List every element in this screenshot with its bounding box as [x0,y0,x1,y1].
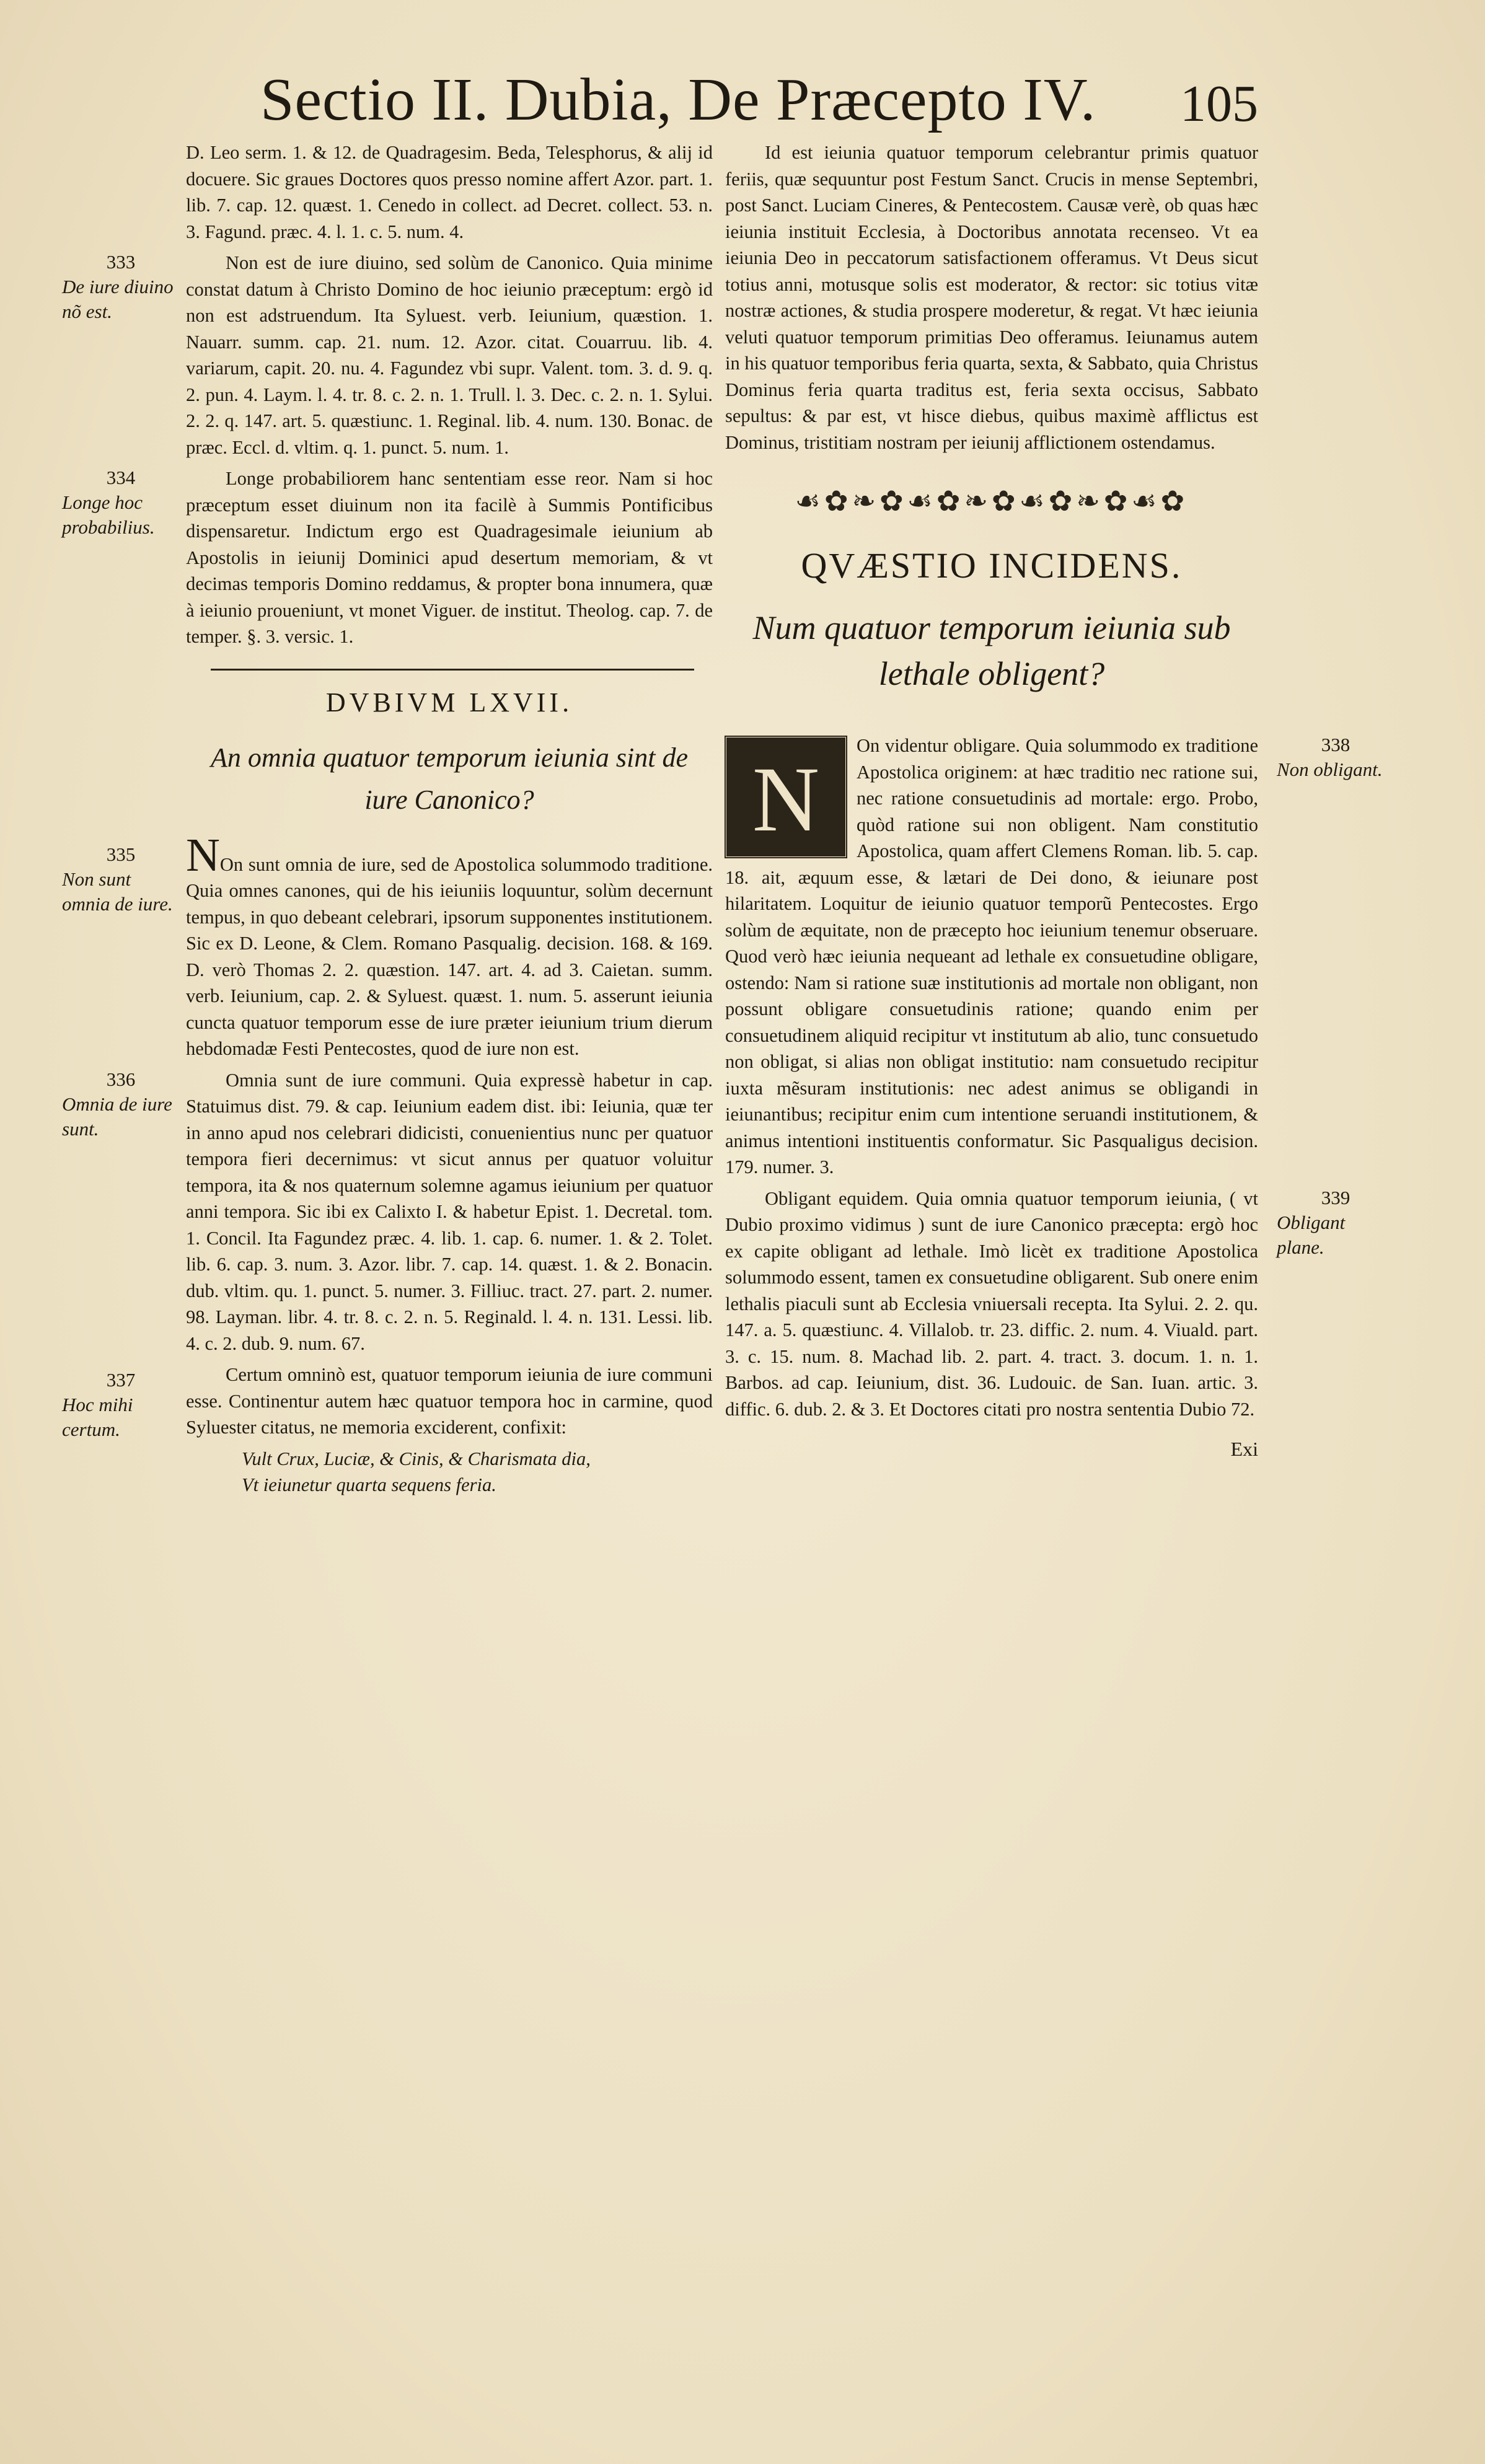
paragraph [186,829,713,1062]
paragraph-block-337 [62,1362,713,1441]
marginal-note [62,1067,180,1142]
page-number: 105 [1180,75,1258,133]
question-heading: QVÆSTIO INCIDENS. [801,545,1183,586]
paragraph-block-339 [725,1186,1351,1460]
paragraph: Omnia sunt de iure communi. Quia expressè habetur in cap. Statuimus dist. 79. & cap. Ieiunium eadem dist. ibi: Ieiunia, quæ ter in anno apud nos celebrari didicisti, conuenientius nunc per quatuor tempora fieri decernimus: vt sicut annus per quatuor voluitur tempora, ita & nos quaternum solemne agamus ieiunium per quatuor anni tempora. Sic ibi ex Calixto I. & habetur Epist. 1. Decretal. tom. 1. Concil. Ita Fagundez præc. 4. lib. 1. cap. 6. numer. 1. & 2. Tolet. lib. 6. cap. 3. num. 3. Azor. libr. 7. cap. 14. quæst. 1. & 2. Bonacin. dub. vltim. qu. 1. punct. 5. numer. 3. Filliuc. tract. 27. part. 2. numer. 98. Layman. libr. 4. tr. 8. c. 2. n. 5. Reginald. l. 4. n. 131. Lessi. lib. 4. c. 2. dub. 9. num. 67. [186,1069,713,1354]
marginal-label: De iure diuino nõ est. [62,276,174,322]
decorated-initial: N [724,735,848,859]
paragraph: Obligant equidem. Quia omnia quatuor temporum ieiunia, ( vt Dubio proximo vidimus ) sunt de iure Canonico præcepta: ergò hoc ex capite obligant ad lethale. Imò licèt ex traditione Apostolica solummodo essent, tamen ex consuetudine obligarent. Sub onere enim lethalis piaculi sunt ab Ecclesia vniuersali recepta. Ita Sylui. 2. 2. qu. 147. a. 5. quæstiunc. 4. Villalob. tr. 23. diffic. 2. num. 4. Viuald. part. 3. c. 15. num. 8. Machad lib. 2. part. 4. tract. 3. docum. 1. n. 1. Barbos. ad cap. Ieiunium, dist. 36. Ludouic. de San. Iuan. artic. 3. diffic. 6. dub. 2. & 3. Et Doctores citati pro nostra sententia Dubio 72. [725,1187,1258,1420]
paragraph-block-334 [62,465,713,650]
section-number: 337 [106,1369,136,1391]
marginal-label: Non sunt omnia de iure. [62,868,173,915]
marginal-note [62,465,180,540]
paragraph-block-335 [62,829,713,1062]
section-number: 333 [106,251,136,273]
paragraph: Certum omninò est, quatuor temporum ieiunia de iure communi esse. Continentur autem hæc quatuor tempora hoc in carmine, quod Syluester citatus, ne memoria exciderent, confixit: [186,1364,713,1438]
marginal-label: Non obligant. [1277,759,1383,780]
dubium-title: An omnia quatuor temporum ieiunia sint de iure Canonico? [211,742,688,815]
marginal-note [62,842,180,917]
verse-line: Vt ieiunetur quarta sequens feria. [242,1474,496,1495]
running-header [260,65,1258,146]
divider [211,669,694,671]
marginal-note [1277,1186,1395,1260]
section-number: 336 [106,1068,136,1090]
initial-letter: N [186,829,220,881]
paragraph: D. Leo serm. 1. & 12. de Quadragesim. Beda, Telesphorus, & alij id docuere. Sic graues Doctores quos presso nomine affert Azor. part. 1. lib. 7. cap. 12. quæst. 1. Cenedo in collect. ad Decret. collect. 53. n. 3. Fagund. præc. 4. l. 1. c. 5. num. 4. [186,142,713,242]
section-number: 334 [106,467,136,488]
dubium-heading: DVBIVM LXVII. [325,687,573,718]
marginal-label: Longe hoc probabilius. [62,491,155,538]
paragraph [725,733,1258,1181]
left-column [62,139,713,1498]
marginal-note [62,250,180,324]
paragraph-block-333 [62,250,713,460]
paragraph: Longe probabiliorem hanc sententiam esse reor. Nam si hoc præceptum esset diuinum non ita facilè à Summis Pontificibus dispensaretur. Indictum ergo est Quadragesimale ieiunium ab Apostolis in ieiunij Dominici apud desertum memoriam, & vt decimas temporis Domino reddamus, & propter bona innumera, quæ à ieiunio proueniunt, vt monet Viguer. de institut. Theolog. cap. 7. de temper. §. 3. versic. 1. [186,468,713,647]
marginal-label: Omnia de iure sunt. [62,1093,172,1140]
paragraph: Non est de iure diuino, sed solùm de Canonico. Quia minime constat datum à Christo Domino de hoc ieiunio præceptum: ergò id non est adstruendum. Ita Syluest. verb. Ieiunium, quæstion. 1. Nauarr. summ. cap. 21. num. 12. Azor. citat. Couarruu. lib. 4. variarum, capit. 20. nu. 4. Fagundez vbi supr. Valent. tom. 3. d. 9. q. 2. pun. 4. Laym. l. 4. tr. 8. c. 2. n. 1. Trull. l. 3. Dec. c. 2. n. 1. Sylui. 2. 2. q. 147. art. 5. quæstiunc. 1. Reginal. lib. 4. num. 130. Bonac. de præc. Eccl. d. vltim. q. 1. punct. 5. num. 1. [186,252,713,458]
marginal-note [62,1368,180,1442]
catchword: Exi [1230,1438,1258,1460]
paragraph-block-338 [725,733,1383,1181]
section-number: 339 [1321,1186,1351,1208]
ornament-band: ☙✿❧✿☙✿❧✿☙✿❧✿☙✿ [795,484,1189,517]
marginal-note [1277,733,1395,782]
paragraph-text: On videntur obligare. Quia solummodo ex traditione Apostolica originem: at hæc traditio nec ratione sui, nec ratione consuetudinis ad mortale: ergo. Probo, quòd ratione sui non obligent. Nam constitutio Apostolica, quam affert Clemens Roman. lib. 5. cap. 18. ait, æquum esse, & lætari de Dei dono, & ieiunare post hilaritatem. Loquitur de ieiunio quatuor temporũ Pentecostes. Ergo solùm de æquitate, non de præcepto hoc ieiunium tenemur obseruare. Quod verò hæc ieiunia nequeant ad lethale ex consuetudine obligare, ostendo: Nam si ratione suæ institutionis ad mortale non obligant, non possunt obligare consuetudinis ratione; quando enim per consuetudinem aliquid recipitur vt institutum ab alio, tunc consuetudo non obligat, si alias non obligat institutio: nam consuetudo recipitur iuxta mẽsuram institutionis: nec adest animus se obligandi in ieiunantibus; recipitur enim cum intentione seruandi institutionem, & animus intentioni instituentis conformatur. Sic Pasqualigus decision. 179. numer. 3. [725,735,1258,1177]
marginal-label: Obligant plane. [1277,1211,1346,1258]
paragraph-block-336 [62,1067,713,1357]
section-number: 335 [106,843,136,865]
paragraph: Id est ieiunia quatuor temporum celebrantur primis quatuor feriis, quæ sequuntur post Festum Sanct. Crucis in mense Septembri, post Sanct. Luciam Cineres, & Pentecostem. Causæ verè, ob quas hæc ieiunia instituit Ecclesia, à Doctoribus annotata recenseo. Vt ea ieiunia Deo in peccatorum satisfactionem offeramus. Vt Deus sicut totius anni, motusque solis est moderator, & rector: sic totius vitæ nostræ actiones, & studia prospere moderetur, & regat. Vt hæc ieiunia veluti quatuor temporum primitias Deo offeramus. Ieiunamus autem in his quatuor temporibus feria quarta, sexta, & Sabbato, quia Christus Dominus feria quarta traditus est, feria sexta occisus, Sabbato sepultus: & par est, vt hisce diebus, quibus maximè afflictus est Dominus, tristitiam nostram per ieiunij afflictionem ostendamus. [725,142,1258,453]
running-title: Sectio II. Dubia, De Præcepto IV. [260,66,1096,133]
marginal-label: Hoc mihi certum. [62,1394,133,1440]
question-title: Num quatuor temporum ieiunia sub lethale obligent? [752,609,1231,692]
paragraph-text: On sunt omnia de iure, sed de Apostolica solummodo traditione. Quia omnes canones, qui de his ieiuniis loquuntur, solùm decernunt tempus, in quo debeant celebrari, ipsorum supponentes institutionem. Sic ex D. Leone, & Clem. Romano Pasqualig. decision. 168. & 169. D. verò Thomas 2. 2. quæstion. 147. art. 4. ad 3. Caietan. summ. verb. Ieiunium, cap. 2. & Syluest. quæst. 1. num. 5. asserunt ieiunia cuncta quatuor temporum esse de iure præter ieiunium trium dierum hebdomadæ Festi Pentecostes, quod de iure non est. [186,853,713,1059]
right-column [725,139,1383,1460]
verse-line: Vult Crux, Luciæ, & Cinis, & Charismata dia, [242,1448,591,1469]
section-number: 338 [1321,734,1351,755]
